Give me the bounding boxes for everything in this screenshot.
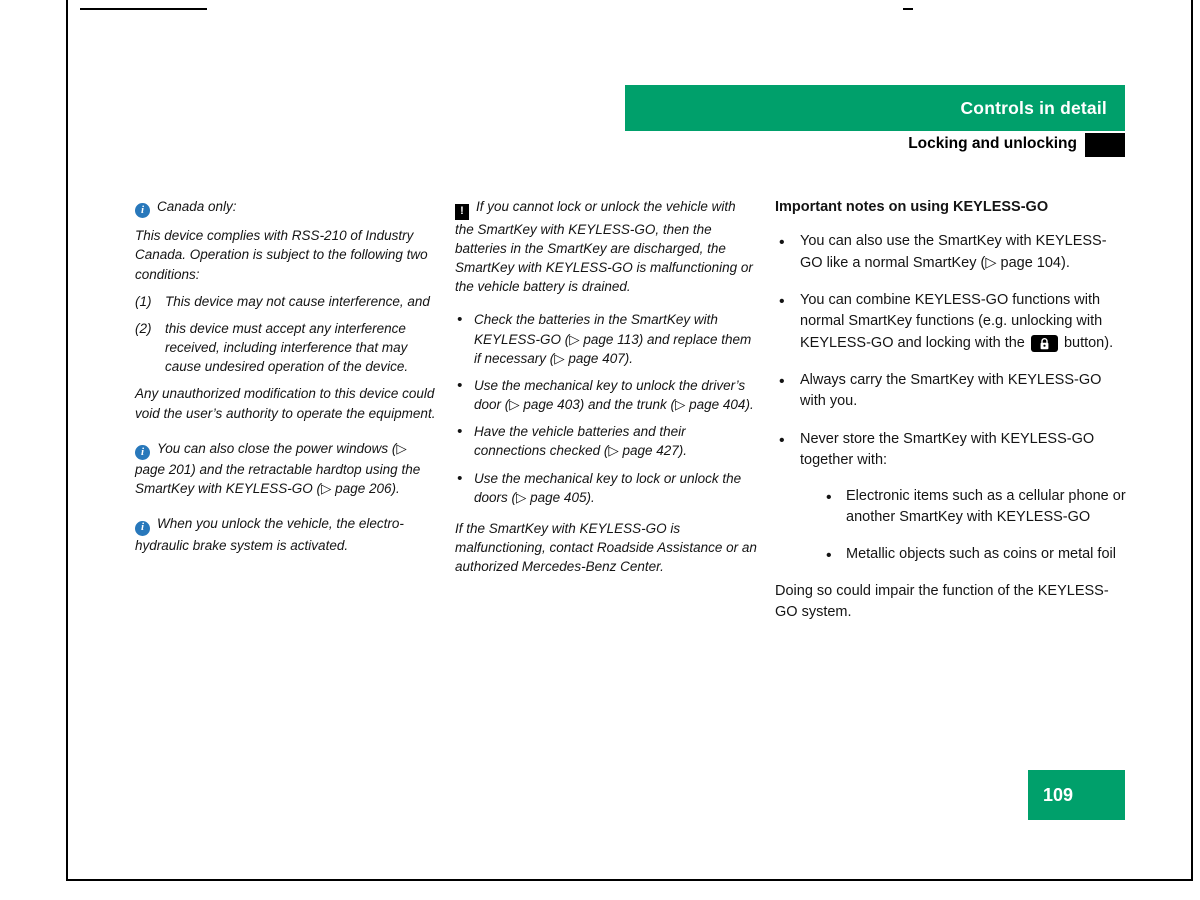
note-brake-system-text: When you unlock the vehicle, the electro-hydraulic brake system is activated. — [135, 516, 404, 553]
note-brake-system — [135, 514, 438, 554]
section-subtitle: Locking and unlocking — [908, 135, 1077, 152]
note-canada-footer: Any unauthorized modification to this device could void the user’s authority to operate the equipment. — [135, 386, 436, 421]
condition-text: this device must accept any interference received, including interference that may cause undesired operation of the device. — [165, 320, 409, 375]
info-icon — [135, 521, 150, 536]
scan-mark-top-mid — [903, 8, 913, 10]
info-icon-glyph: i — [140, 204, 145, 216]
list-item-text: Never store the SmartKey with KEYLESS-GO together with: — [800, 430, 1095, 468]
column-right — [775, 197, 1127, 632]
list-item: • Check the batteries in the SmartKey with KEYLESS-GO (▷ page 113) and replace them if necessary (▷ page 407). — [455, 310, 757, 367]
condition-item-1 — [135, 292, 438, 311]
condition-number: (1) — [135, 293, 152, 309]
scan-edge-bottom — [66, 879, 1193, 881]
list-item — [775, 290, 1127, 354]
section-tab-square — [1085, 133, 1125, 157]
warning-intro-text: If you cannot lock or unlock the vehicle with the SmartKey with KEYLESS-GO, then the batteries in the SmartKey are discharged, the SmartKey with KEYLESS-GO is malfunctioning or the vehicle battery is drained. — [455, 199, 753, 295]
info-icon — [135, 203, 150, 218]
storage-warning-sublist — [800, 486, 1127, 565]
list-item-text-after: button). — [1063, 334, 1114, 351]
condition-item-2 — [135, 319, 438, 376]
list-item: • You can also use the SmartKey with KEYLESS-GO like a normal SmartKey (▷ page 104). — [775, 231, 1127, 274]
list-item — [775, 429, 1127, 566]
keyless-go-footer: Doing so could impair the function of the KEYLESS-GO system. — [775, 583, 1109, 621]
sub-list-item: • Metallic objects such as coins or metal foil — [824, 544, 1127, 565]
list-item: • Always carry the SmartKey with KEYLESS-GO with you. — [775, 370, 1127, 413]
list-item: • Have the vehicle batteries and their connections checked (▷ page 427). — [455, 422, 757, 460]
scan-mark-top-left — [80, 8, 207, 10]
list-item: • Use the mechanical key to lock or unlock the doors (▷ page 405). — [455, 469, 757, 507]
page-number-box — [1028, 770, 1125, 820]
info-icon-glyph: i — [140, 445, 145, 458]
note-canada-label-line — [135, 197, 438, 218]
scan-edge-right — [1191, 0, 1193, 881]
warning-outro: If the SmartKey with KEYLESS-GO is malfunctioning, contact Roadside Assistance or an authorized Mercedes-Benz Center. — [455, 520, 757, 575]
note-power-windows-text: You can also close the power windows (▷ page 201) and the retractable hardtop using the SmartKey with KEYLESS-GO (▷ page 206). — [135, 440, 421, 497]
chapter-title: Controls in detail — [960, 97, 1107, 118]
list-item: • Use the mechanical key to unlock the driver’s door (▷ page 403) and the trunk (▷ page 404). — [455, 376, 757, 414]
note-canada-body: This device complies with RSS-210 of Industry Canada. Operation is subject to the following two conditions: — [135, 228, 428, 282]
info-icon-glyph: i — [140, 521, 145, 534]
scan-edge-left — [66, 0, 68, 881]
troubleshooting-list — [455, 310, 757, 506]
column-middle — [455, 197, 757, 584]
condition-number: (2) — [135, 320, 152, 336]
warning-icon-glyph: ! — [460, 205, 464, 217]
lock-button-icon — [1031, 335, 1058, 352]
info-icon — [135, 445, 150, 460]
column-left — [135, 197, 438, 563]
section-heading: Important notes on using KEYLESS-GO — [775, 199, 1049, 215]
warning-icon — [455, 204, 469, 220]
warning-intro — [455, 197, 757, 296]
note-canada-label: Canada only: — [157, 199, 237, 214]
chapter-header-bar — [625, 85, 1125, 131]
list-item-text-before: You can combine KEYLESS-GO functions with normal SmartKey functions (e.g. unlocking with KEYLESS-GO and locking with the — [800, 291, 1103, 351]
note-power-windows — [135, 439, 438, 499]
keyless-go-notes-list — [775, 231, 1127, 565]
sub-list-item: • Electronic items such as a cellular phone or another SmartKey with KEYLESS-GO — [824, 486, 1127, 529]
page-number: 109 — [1043, 784, 1074, 805]
condition-text: This device may not cause interference, and — [165, 293, 430, 309]
